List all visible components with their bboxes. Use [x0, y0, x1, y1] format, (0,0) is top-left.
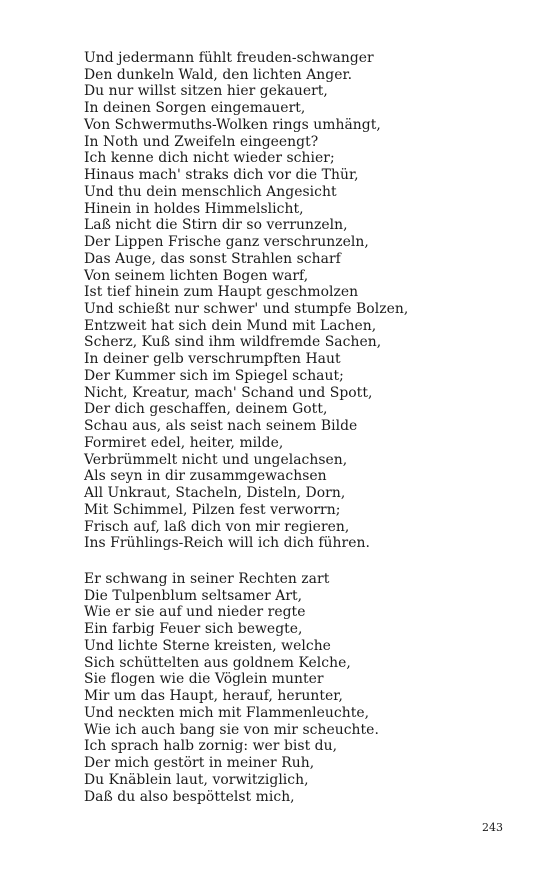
poem-line: Sich schüttelten aus goldnem Kelche,: [84, 654, 351, 671]
poem-line: Ins Frühlings-Reich will ich dich führen.: [84, 535, 370, 552]
poem-line: Der mich gestört in meiner Ruh,: [84, 755, 315, 772]
poem-line: Wie er sie auf und nieder regte: [84, 604, 306, 621]
poem-line: Daß du also bespöttelst mich,: [84, 788, 295, 805]
poem-line: Die Tulpenblum seltsamer Art,: [84, 587, 303, 604]
poem-line: Scherz, Kuß sind ihm wildfremde Sachen,: [84, 334, 382, 351]
poem-line: Und thu dein menschlich Angesicht: [84, 183, 337, 200]
poem-line: Der Kummer sich im Spiegel schaut;: [84, 367, 344, 384]
poem-line: Und lichte Sterne kreisten, welche: [84, 637, 331, 654]
poem-line: In deinen Sorgen eingemauert,: [84, 100, 306, 117]
page-number: 243: [482, 821, 503, 834]
poem-line: All Unkraut, Stacheln, Disteln, Dorn,: [84, 485, 346, 502]
poem-line: Ist tief hinein zum Haupt geschmolzen: [84, 284, 359, 301]
poem-line: Von seinem lichten Bogen warf,: [84, 267, 309, 284]
poem-line: Ich sprach halb zornig: wer bist du,: [84, 738, 338, 755]
poem-line: Sie flogen wie die Vöglein munter: [84, 671, 324, 688]
poem-line: Du nur willst sitzen hier gekauert,: [84, 83, 328, 100]
poem-line: Laß nicht die Stirn dir so verrunzeln,: [84, 217, 348, 234]
poem-line: Er schwang in seiner Rechten zart: [84, 571, 330, 587]
poem-stanza-1: [84, 50, 408, 552]
poem-line: Und neckten mich mit Flammenleuchte,: [84, 704, 370, 721]
poem-line: Ich kenne dich nicht wieder schier;: [84, 150, 335, 167]
poem-line: Entzweit hat sich dein Mund mit Lachen,: [84, 317, 377, 334]
poem-line: Der dich geschaffen, deinem Gott,: [84, 401, 328, 418]
poem-line: Das Auge, das sonst Strahlen scharf: [84, 250, 341, 267]
poem-line: Und jedermann fühlt freuden-schwanger: [84, 50, 374, 66]
poem-line: Von Schwermuths-Wolken rings umhängt,: [84, 116, 381, 133]
poem-stanza-2: [84, 571, 379, 805]
poem-line: Wie ich auch bang sie von mir scheuchte.: [84, 721, 379, 738]
poem-line: Ein farbig Feuer sich bewegte,: [84, 621, 303, 638]
poem-line: Frisch auf, laß dich von mir regieren,: [84, 518, 350, 535]
poem-line: Formiret edel, heiter, milde,: [84, 434, 284, 451]
poem-line: Den dunkeln Wald, den lichten Anger.: [84, 66, 353, 83]
poem-line: Mit Schimmel, Pilzen fest verworrn;: [84, 501, 341, 518]
poem-line: Du Knäblein laut, vorwitziglich,: [84, 771, 309, 788]
poem-line: Mir um das Haupt, herauf, herunter,: [84, 688, 343, 705]
poem-line: Verbrümmelt nicht und ungelachsen,: [84, 451, 348, 468]
poem-line: Als seyn in dir zusammgewachsen: [84, 468, 327, 485]
poem-line: In Noth und Zweifeln eingeengt?: [84, 133, 319, 150]
poem-line: Hinein in holdes Himmelslicht,: [84, 200, 304, 217]
poem-line: Der Lippen Frische ganz verschrunzeln,: [84, 234, 369, 251]
poem-line: Schau aus, als seist nach seinem Bilde: [84, 418, 358, 435]
poem-line: Hinaus mach' straks dich vor die Thür,: [84, 167, 359, 184]
poem-line: In deiner gelb verschrumpften Haut: [84, 351, 341, 368]
poem-line: Nicht, Kreatur, mach' Schand und Spott,: [84, 384, 373, 401]
poem-line: Und schießt nur schwer' und stumpfe Bolzen,: [84, 301, 409, 318]
